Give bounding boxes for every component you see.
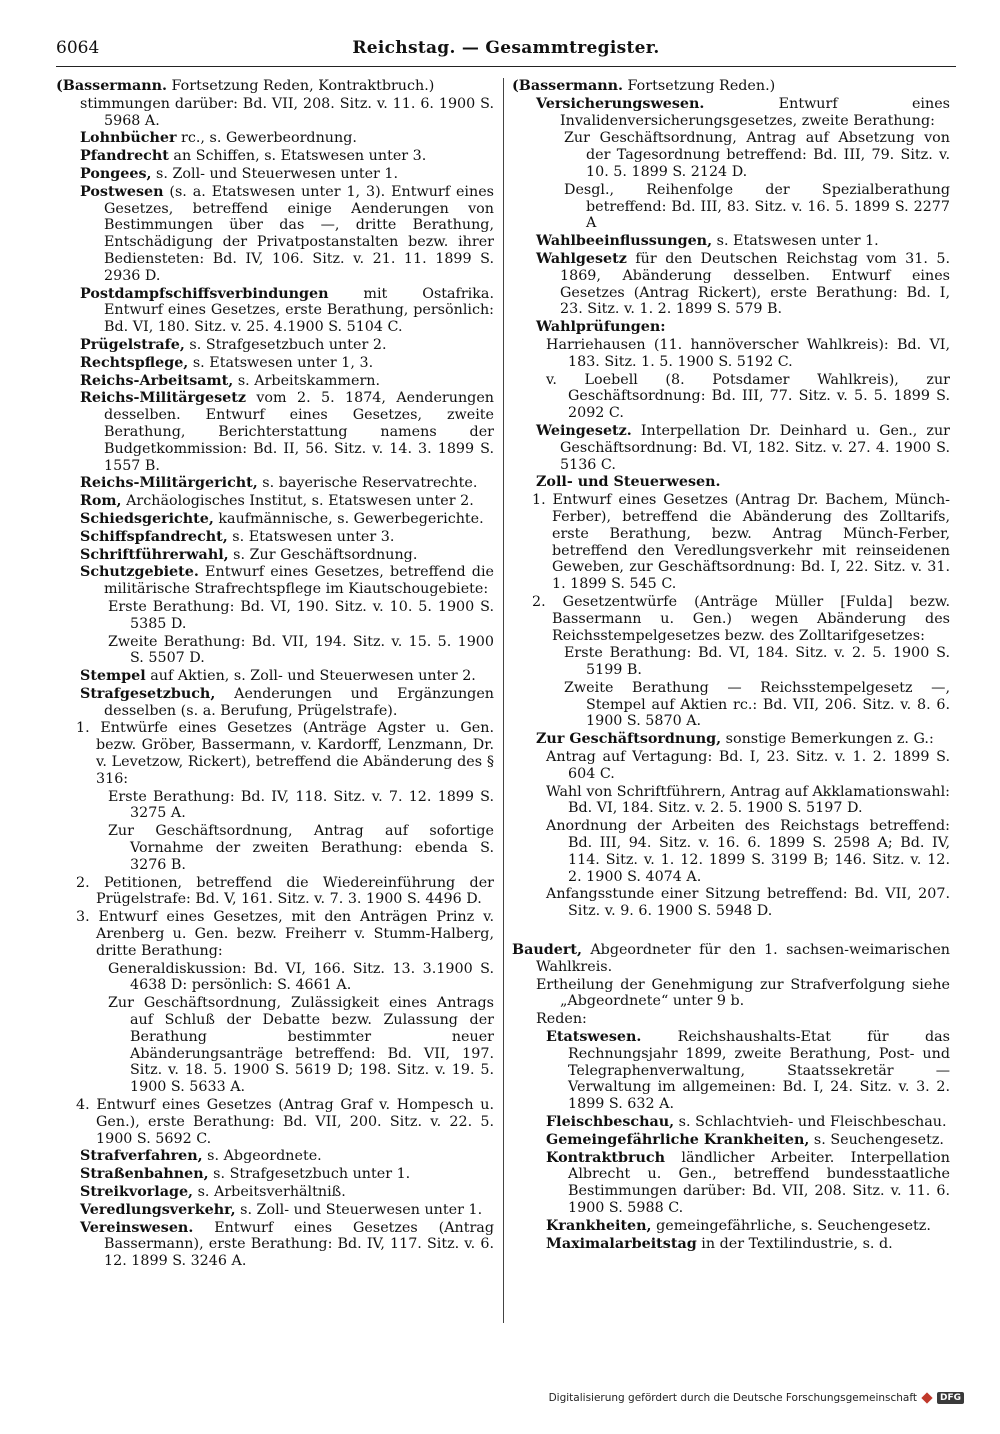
index-entry	[512, 474, 950, 491]
index-entry	[512, 96, 950, 130]
index-entry	[512, 680, 950, 730]
index-entry-text: Fortsetzung Reden.)	[623, 78, 776, 94]
index-entry-heading: (Bassermann.	[56, 78, 167, 94]
index-entry-text: s. Strafgesetzbuch unter 1.	[208, 1166, 411, 1183]
index-entry-heading: (Bassermann.	[512, 78, 623, 94]
left-column	[56, 78, 494, 1271]
index-entry-text: Zur Geschäftsordnung, Zulässigkeit eines Antrags auf Schluß der Debatte bezw. Zulassung der Berathung bestimmter neuer Abänderungsanträge betreffend: Bd. VII, 197. Sitz. v. 18. 5. 1900 S. 5619 D; 198. Sitz. v. 19. 5. 1900 S. 5633 A.	[108, 995, 494, 1096]
index-entry	[512, 1150, 950, 1217]
page-number: 6064	[56, 38, 100, 58]
index-entry-text: Erste Berathung: Bd. IV, 118. Sitz. v. 7. 12. 1899 S. 3275 A.	[108, 788, 494, 822]
index-entry	[512, 749, 950, 783]
index-entry	[56, 720, 494, 787]
index-entry-text: s. Etatswesen unter 1.	[712, 233, 879, 250]
index-entry-text: Entwurf eines Gesetzes (Antrag Bassermann), erste Berathung: Bd. IV, 117. Sitz. v. 6. 12. 1899 S. 3246 A.	[104, 1219, 494, 1270]
index-entry	[56, 390, 494, 474]
index-entry-heading: Reichs-Militärgericht,	[80, 475, 258, 492]
index-entry-text: Zweite Berathung: Bd. VII, 194. Sitz. v. 15. 5. 1900 S. 5507 D.	[108, 633, 494, 667]
index-entry-heading: Wahlbeeinflussungen,	[536, 233, 713, 250]
index-entry	[512, 1011, 950, 1028]
index-entry-heading: Gemeingefährliche Krankheiten,	[546, 1131, 810, 1148]
index-entry	[56, 686, 494, 720]
index-entry	[512, 372, 950, 422]
index-entry	[56, 823, 494, 873]
index-entry-text: s. Zur Geschäftsordnung.	[228, 546, 418, 563]
index-entry-heading: Veredlungsverkehr,	[80, 1201, 236, 1218]
index-entry-text: Anordnung der Arbeiten des Reichstags betreffend: Bd. III, 94. Sitz. v. 16. 6. 1899 S. 2598 A; Bd. IV, 114. Sitz. v. 1. 12. 1899 S. 3199 B; 146. Sitz. v. 12. 2. 1900 S. 4074 A.	[546, 818, 950, 885]
index-entry	[512, 130, 950, 180]
index-entry-heading: Reichs-Arbeitsamt,	[80, 372, 234, 389]
index-entry-text: (s. a. Etatswesen unter 1, 3). Entwurf eines Gesetzes, betreffend einige Aenderungen von Bestimmungen über das —, dritte Berathung, Entschädigung der Privatpostanstalten bezw. ihrer Bediensteten: Bd. IV, 106. Sitz. v. 21. 11. 1899 S. 2936 D.	[104, 183, 494, 284]
index-entry	[512, 942, 950, 976]
index-entry-heading: Zur Geschäftsordnung,	[536, 731, 722, 748]
index-entry-heading: Strafverfahren,	[80, 1148, 203, 1165]
index-entry-text: in der Textilindustrie, s. d.	[696, 1235, 893, 1252]
index-entry	[56, 1202, 494, 1219]
index-entry-heading: Baudert,	[512, 942, 582, 959]
index-entry	[56, 547, 494, 564]
index-entry-heading: Zoll- und Steuerwesen.	[536, 474, 721, 491]
index-entry-text: Fortsetzung Reden, Kontraktbruch.)	[167, 78, 435, 94]
index-entry-heading: Pongees,	[80, 165, 152, 182]
index-entry-heading: Weingesetz.	[536, 422, 632, 439]
index-entry-text: s. Schlachtvieh- und Fleischbeschau.	[674, 1114, 947, 1131]
index-entry-text: für den Deutschen Reichstag vom 31. 5. 1869, Abänderung desselben. Entwurf eines Gesetzes (Antrag Rickert), erste Berathung: Bd. I, 23. Sitz. v. 1. 2. 1899 S. 579 B.	[560, 250, 950, 318]
index-entry-text: Harriehausen (11. hannöverscher Wahlkreis): Bd. VI, 183. Sitz. 1. 5. 1900 S. 5192 C.	[546, 336, 950, 370]
index-entry	[512, 1218, 950, 1235]
index-entry	[56, 493, 494, 510]
index-entry-text: Erste Berathung: Bd. VI, 184. Sitz. v. 2. 5. 1900 S. 5199 B.	[564, 645, 950, 679]
index-entry	[56, 995, 494, 1096]
index-entry	[512, 233, 950, 250]
index-entry-heading: Schiffspfandrecht,	[80, 528, 228, 545]
index-entry-text: 1. Entwurf eines Gesetzes (Antrag Dr. Bachem, Münch-Ferber), betreffend die Abänderung des Zolltarifs, erste Berathung, bezw. Antrag Münch-Ferber, betreffend den Veredlungsverkehr mit reinseidenen Geweben, zur Geschäftsordnung: Bd. I, 22. Sitz. v. 31. 1. 1899 S. 545 C.	[532, 492, 950, 593]
index-entry-text: s. bayerische Reservatrechte.	[257, 475, 478, 492]
footer-credit-text: Digitalisierung gefördert durch die Deutsche Forschungsgemeinschaft	[548, 1392, 917, 1404]
index-entry-text: Zweite Berathung — Reichsstempelgesetz —, Stempel auf Aktien rc.: Bd. VII, 206. Sitz. v. 8. 6. 1900 S. 5870 A.	[564, 679, 950, 730]
index-entry-text: stimmungen darüber: Bd. VII, 208. Sitz. v. 11. 6. 1900 S. 5968 A.	[80, 95, 494, 129]
index-entry	[56, 1148, 494, 1165]
index-entry	[512, 337, 950, 371]
index-entry-heading: Streikvorlage,	[80, 1184, 194, 1200]
index-entry-text: Desgl., Reihenfolge der Spezialberathung betreffend: Bd. III, 83. Sitz. v. 16. 5. 1899 S. 2277 A	[564, 181, 950, 232]
index-entry-text: 3. Entwurf eines Gesetzes, mit den Anträgen Prinz v. Arenberg u. Gen. bezw. Freiherr v. Stumm-Halberg, dritte Berathung:	[76, 909, 494, 959]
index-entry	[56, 475, 494, 492]
index-entry-heading: Schriftführerwahl,	[80, 546, 229, 563]
index-entry	[56, 668, 494, 685]
index-entry-text: v. Loebell (8. Potsdamer Wahlkreis), zur Geschäftsordnung: Bd. III, 77. Sitz. v. 5. 5. 1899 S. 2092 C.	[546, 371, 950, 422]
index-entry-text: s. Abgeordnete.	[202, 1148, 322, 1165]
index-entry	[56, 166, 494, 183]
index-entry	[56, 1220, 494, 1270]
index-entry	[512, 182, 950, 232]
index-entry-text: s. Zoll- und Steuerwesen unter 1.	[151, 165, 399, 182]
index-entry	[56, 875, 494, 909]
index-entry-heading: Fleischbeschau,	[546, 1114, 675, 1131]
index-entry-text: rc., s. Gewerbeordnung.	[176, 130, 357, 147]
index-entry-text: Interpellation Dr. Deinhard u. Gen., zur Geschäftsordnung: Bd. VI, 182. Sitz. v. 27. 4. 1900 S. 5136 C.	[560, 422, 950, 473]
index-entry	[56, 599, 494, 633]
running-title: Reichstag. — Gesammtregister.	[352, 38, 660, 58]
index-entry-heading: Postdampfschiffsverbindungen	[80, 285, 329, 302]
index-entry-heading: Prügelstrafe,	[80, 336, 185, 353]
index-entry	[512, 319, 950, 336]
index-entry-text: Generaldiskussion: Bd. VI, 166. Sitz. 13. 3.1900 S. 4638 D: persönlich: S. 4661 A.	[108, 960, 494, 994]
index-entry-text: Zur Geschäftsordnung, Antrag auf Absetzung von der Tagesordnung betreffend: Bd. III, 79. Sitz. v. 10. 5. 1899 S. 2124 D.	[564, 130, 950, 180]
index-entry	[512, 977, 950, 1011]
index-entry	[56, 355, 494, 372]
index-entry-text: Zur Geschäftsordnung, Antrag auf sofortige Vornahme der zweiten Berathung: ebenda S. 3276 B.	[108, 823, 494, 873]
index-entry-text: vom 2. 5. 1874, Aenderungen desselben. Entwurf eines Gesetzes, zweite Berathung, Berichterstattung namens der Budgetkommission: Bd. II, 56. Sitz. v. 14. 3. 1899 S. 1557 B.	[104, 390, 494, 474]
index-entry-text: Anfangsstunde einer Sitzung betreffend: Bd. VII, 207. Sitz. v. 9. 6. 1900 S. 5948 D.	[546, 886, 950, 920]
index-entry	[512, 1236, 950, 1253]
index-entry-heading: Stempel	[80, 668, 146, 685]
index-entry-heading: Wahlgesetz	[536, 250, 627, 267]
index-entry-text: sonstige Bemerkungen z. G.:	[721, 731, 934, 748]
index-entry-text: 4. Entwurf eines Gesetzes (Antrag Graf v. Hompesch u. Gen.), erste Berathung: Bd. VII, 200. Sitz. v. 22. 5. 1900 S. 5692 C.	[76, 1097, 494, 1147]
index-entry	[56, 373, 494, 390]
index-entry	[512, 492, 950, 593]
index-entry	[56, 1184, 494, 1201]
index-entry-text: Entwurf eines Gesetzes, betreffend die militärische Strafrechtspflege im Kiautschougebiete:	[104, 564, 494, 598]
index-entry	[512, 251, 950, 318]
index-entry	[56, 96, 494, 130]
index-entry-text: gemeingefährliche, s. Seuchengesetz.	[651, 1217, 931, 1234]
index-entry-heading: Postwesen	[80, 183, 164, 200]
index-entry	[512, 1029, 950, 1113]
index-entry	[512, 784, 950, 818]
index-entry-heading: Versicherungswesen.	[536, 95, 705, 112]
index-entry	[56, 961, 494, 995]
page-header	[56, 30, 956, 67]
index-entry	[56, 789, 494, 823]
index-entry	[56, 1097, 494, 1147]
index-entry-text: s. Strafgesetzbuch unter 2.	[184, 336, 387, 353]
index-entry-heading: Rechtspflege,	[80, 354, 189, 371]
index-entry-text: Entwurf eines Invalidenversicherungsgesetzes, zweite Berathung:	[560, 95, 950, 129]
index-entry	[512, 731, 950, 748]
dfg-logo-mark-icon	[921, 1392, 932, 1403]
index-entry	[512, 1114, 950, 1131]
index-entry-text: Wahl von Schriftführern, Antrag auf Akklamationswahl: Bd. VI, 184. Sitz. v. 2. 5. 1900 S. 5197 D.	[546, 783, 950, 817]
index-entry	[56, 148, 494, 165]
index-entry-heading: Schutzgebiete.	[80, 564, 199, 581]
index-entry	[56, 909, 494, 959]
index-entry	[56, 564, 494, 598]
index-entry	[56, 130, 494, 147]
index-entry-heading: Lohnbücher	[80, 130, 177, 147]
index-entry-heading: Straßenbahnen,	[80, 1166, 209, 1183]
index-entry	[512, 78, 950, 95]
index-entry-heading: Vereinswesen.	[80, 1219, 194, 1236]
index-entry	[512, 818, 950, 885]
index-entry-heading: Schiedsgerichte,	[80, 510, 214, 527]
index-entry-heading: Krankheiten,	[546, 1217, 652, 1234]
right-column	[512, 78, 950, 1253]
index-entry-text: s. Etatswesen unter 3.	[227, 528, 395, 545]
index-entry-text: s. Arbeitskammern.	[233, 372, 381, 389]
index-entry-text: s. Etatswesen unter 1, 3.	[188, 354, 374, 371]
index-entry-text: an Schiffen, s. Etatswesen unter 3.	[168, 148, 427, 165]
index-entry	[512, 886, 950, 920]
index-entry-text: mit Ostafrika. Entwurf eines Gesetzes, erste Berathung, persönlich: Bd. VI, 180. Sitz. v. 25. 4.1900 S. 5104 C.	[104, 285, 494, 336]
index-entry-heading: Etatswesen.	[546, 1029, 642, 1046]
index-entry-heading: Kontraktbruch	[546, 1149, 665, 1166]
index-entry-text: Aenderungen und Ergänzungen desselben (s. a. Berufung, Prügelstrafe).	[104, 685, 494, 719]
index-entry	[56, 286, 494, 336]
index-entry-text: 2. Petitionen, betreffend die Wiedereinführung der Prügelstrafe: Bd. V, 161. Sitz. v. 7. 3. 1900 S. 4496 D.	[76, 874, 494, 908]
dfg-logo: DFG	[937, 1392, 964, 1404]
index-entry-text: auf Aktien, s. Zoll- und Steuerwesen unter 2.	[145, 668, 476, 685]
index-entry	[56, 337, 494, 354]
index-entry-text: s. Zoll- und Steuerwesen unter 1.	[235, 1201, 483, 1218]
index-entry-text: Abgeordneter für den 1. sachsen-weimarischen Wahlkreis.	[536, 942, 950, 975]
index-entry	[512, 423, 950, 473]
index-entry	[56, 634, 494, 668]
footer-credit	[549, 1392, 964, 1404]
index-entry	[56, 184, 494, 285]
index-entry-heading: Strafgesetzbuch,	[80, 685, 216, 702]
index-entry-text: s. Arbeitsverhältniß.	[193, 1184, 346, 1200]
index-entry-text: 1. Entwürfe eines Gesetzes (Anträge Agster u. Gen. bezw. Gröber, Bassermann, v. Kardorff, Lenzmann, Dr. v. Levetzow, Rickert), betreffend die Abänderung des § 316:	[76, 720, 494, 787]
index-entry-heading: Pfandrecht	[80, 148, 169, 165]
column-divider	[503, 78, 504, 1323]
index-entry-text: ländlicher Arbeiter. Interpellation Albrecht u. Gen., betreffend bundesstaatliche Bestimmungen darüber: Bd. VII, 208. Sitz. v. 11. 6. 1900 S. 5988 C.	[568, 1149, 950, 1216]
index-entry	[56, 529, 494, 546]
index-entry	[512, 645, 950, 679]
index-entry	[512, 594, 950, 644]
index-entry-heading: Wahlprüfungen:	[536, 319, 666, 336]
index-entry	[56, 78, 494, 95]
index-entry-text: Antrag auf Vertagung: Bd. I, 23. Sitz. v. 1. 2. 1899 S. 604 C.	[546, 749, 950, 782]
index-entry-text: Ertheilung der Genehmigung zur Strafverfolgung siehe „Abgeordnete“ unter 9 b.	[536, 976, 950, 1010]
index-entry-text: s. Seuchengesetz.	[809, 1131, 944, 1148]
index-entry-text: kaufmännische, s. Gewerbegerichte.	[213, 510, 484, 527]
index-entry	[512, 1132, 950, 1149]
index-entry	[56, 511, 494, 528]
index-entry-text: 2. Gesetzentwürfe (Anträge Müller [Fulda] bezw. Bassermann u. Gen.) wegen Abänderung des Reichsstempelgesetzes bezw. des Zolltarifgesetzes:	[532, 593, 950, 644]
index-entry-text: Reichshaushalts-Etat für das Rechnungsjahr 1899, zweite Berathung, Post- und Telegraphenverwaltung, Staatssekretär — Verwaltung im allgemeinen: Bd. I, 24. Sitz. v. 3. 2. 1899 S. 632 A.	[568, 1029, 950, 1113]
index-entry-heading: Reichs-Militärgesetz	[80, 390, 246, 407]
index-entry-text: Reden:	[536, 1011, 587, 1028]
index-entry-text: Archäologisches Institut, s. Etatswesen unter 2.	[121, 493, 474, 510]
index-entry-heading: Maximalarbeitstag	[546, 1235, 697, 1252]
index-entry-text: Erste Berathung: Bd. VI, 190. Sitz. v. 10. 5. 1900 S. 5385 D.	[108, 598, 494, 632]
index-entry-heading: Rom,	[80, 493, 122, 510]
index-entry	[56, 1166, 494, 1183]
